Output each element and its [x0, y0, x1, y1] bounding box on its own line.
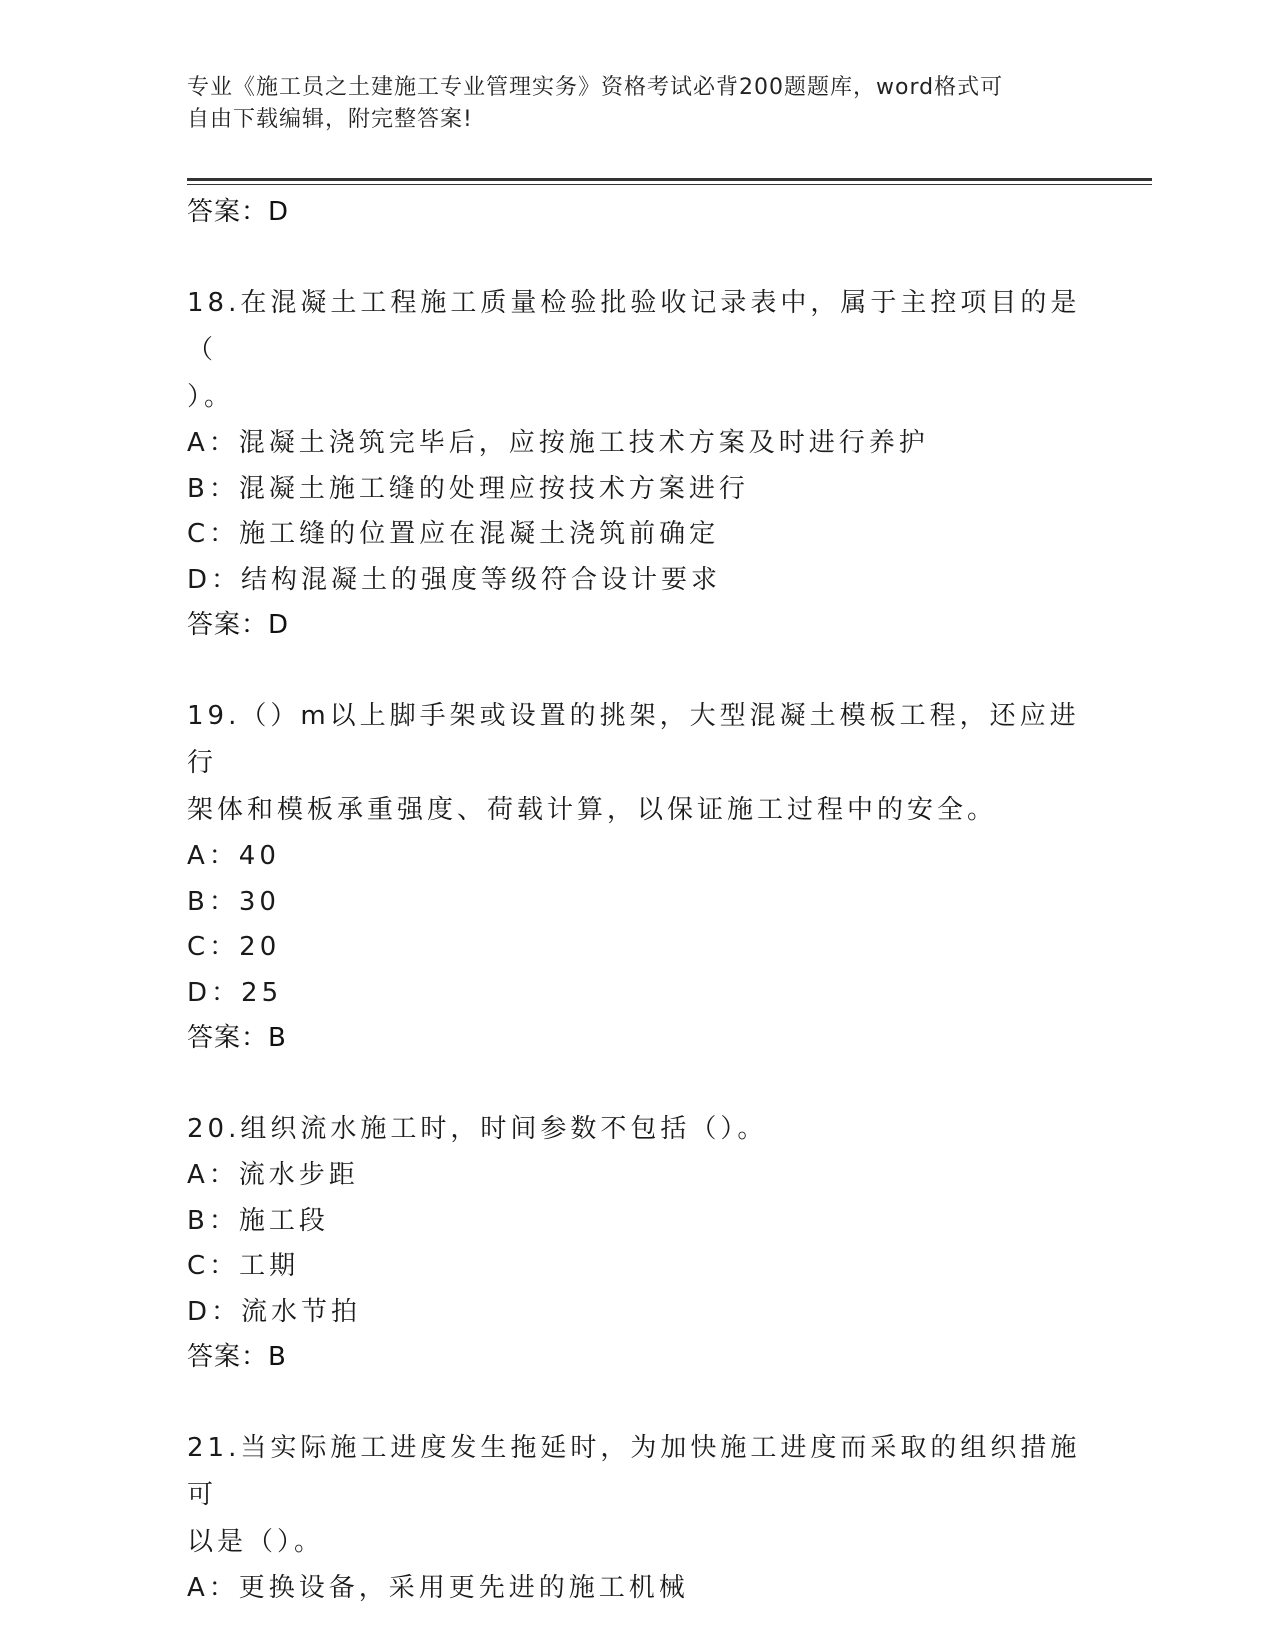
option-c: C：工期: [187, 1251, 300, 1281]
question-stem: [187, 1106, 1107, 1153]
question-stem-line: 19.（）m以上脚手架或设置的挑架，大型混凝土模板工程，还应进行: [187, 701, 1080, 778]
question-20: [187, 1106, 1107, 1379]
option-b: B：混凝土施工缝的处理应按技术方案进行: [187, 473, 749, 504]
answer-line: 答案：B: [187, 1023, 287, 1053]
option-a: A：40: [187, 841, 280, 871]
question-stem-line: 架体和模板承重强度、荷载计算，以保证施工过程中的安全。: [187, 795, 998, 825]
question-stem-line: 18.在混凝土工程施工质量检验批验收记录表中，属于主控项目的是（: [187, 288, 1081, 365]
answer-line: 答案：B: [187, 1342, 287, 1372]
question-stem: [187, 280, 1107, 421]
header-divider-thin: [187, 184, 1152, 185]
header-divider-thick: [187, 178, 1152, 181]
question-stem-line: ）。: [187, 382, 235, 412]
option-a: A：混凝土浇筑完毕后，应按施工技术方案及时进行养护: [187, 428, 929, 458]
question-stem-line: 20.组织流水施工时，时间参数不包括（）。: [187, 1114, 768, 1144]
option-c: C：20: [187, 932, 281, 962]
header-line-2: 自由下载编辑，附完整答案!: [187, 107, 473, 132]
option-d: D：结构混凝土的强度等级符合设计要求: [187, 564, 722, 595]
option-c: C：施工缝的位置应在混凝土浇筑前确定: [187, 519, 720, 549]
document-header: [187, 72, 1087, 136]
option-d: D：流水节拍: [187, 1296, 362, 1327]
question-list: [187, 190, 1107, 1612]
question-21: [187, 1425, 1107, 1612]
header-line-1: 专业《施工员之土建施工专业管理实务》资格考试必背200题题库，word格式可: [187, 75, 1004, 100]
question-19: [187, 693, 1107, 1060]
question-stem-line: 以是（）。: [187, 1527, 325, 1557]
question-stem: [187, 693, 1107, 834]
answer-line: 答案：D: [187, 610, 290, 640]
question-18: [187, 280, 1107, 647]
option-b: B：施工段: [187, 1205, 329, 1236]
question-stem: [187, 1425, 1107, 1566]
answer-line: 答案：D: [187, 197, 290, 227]
option-a: A：流水步距: [187, 1160, 359, 1190]
option-a: A：更换设备，采用更先进的施工机械: [187, 1573, 689, 1603]
option-b: B：30: [187, 886, 280, 917]
question-stem-line: 21.当实际施工进度发生拖延时，为加快施工进度而采取的组织措施可: [187, 1433, 1081, 1510]
option-d: D：25: [187, 977, 283, 1008]
